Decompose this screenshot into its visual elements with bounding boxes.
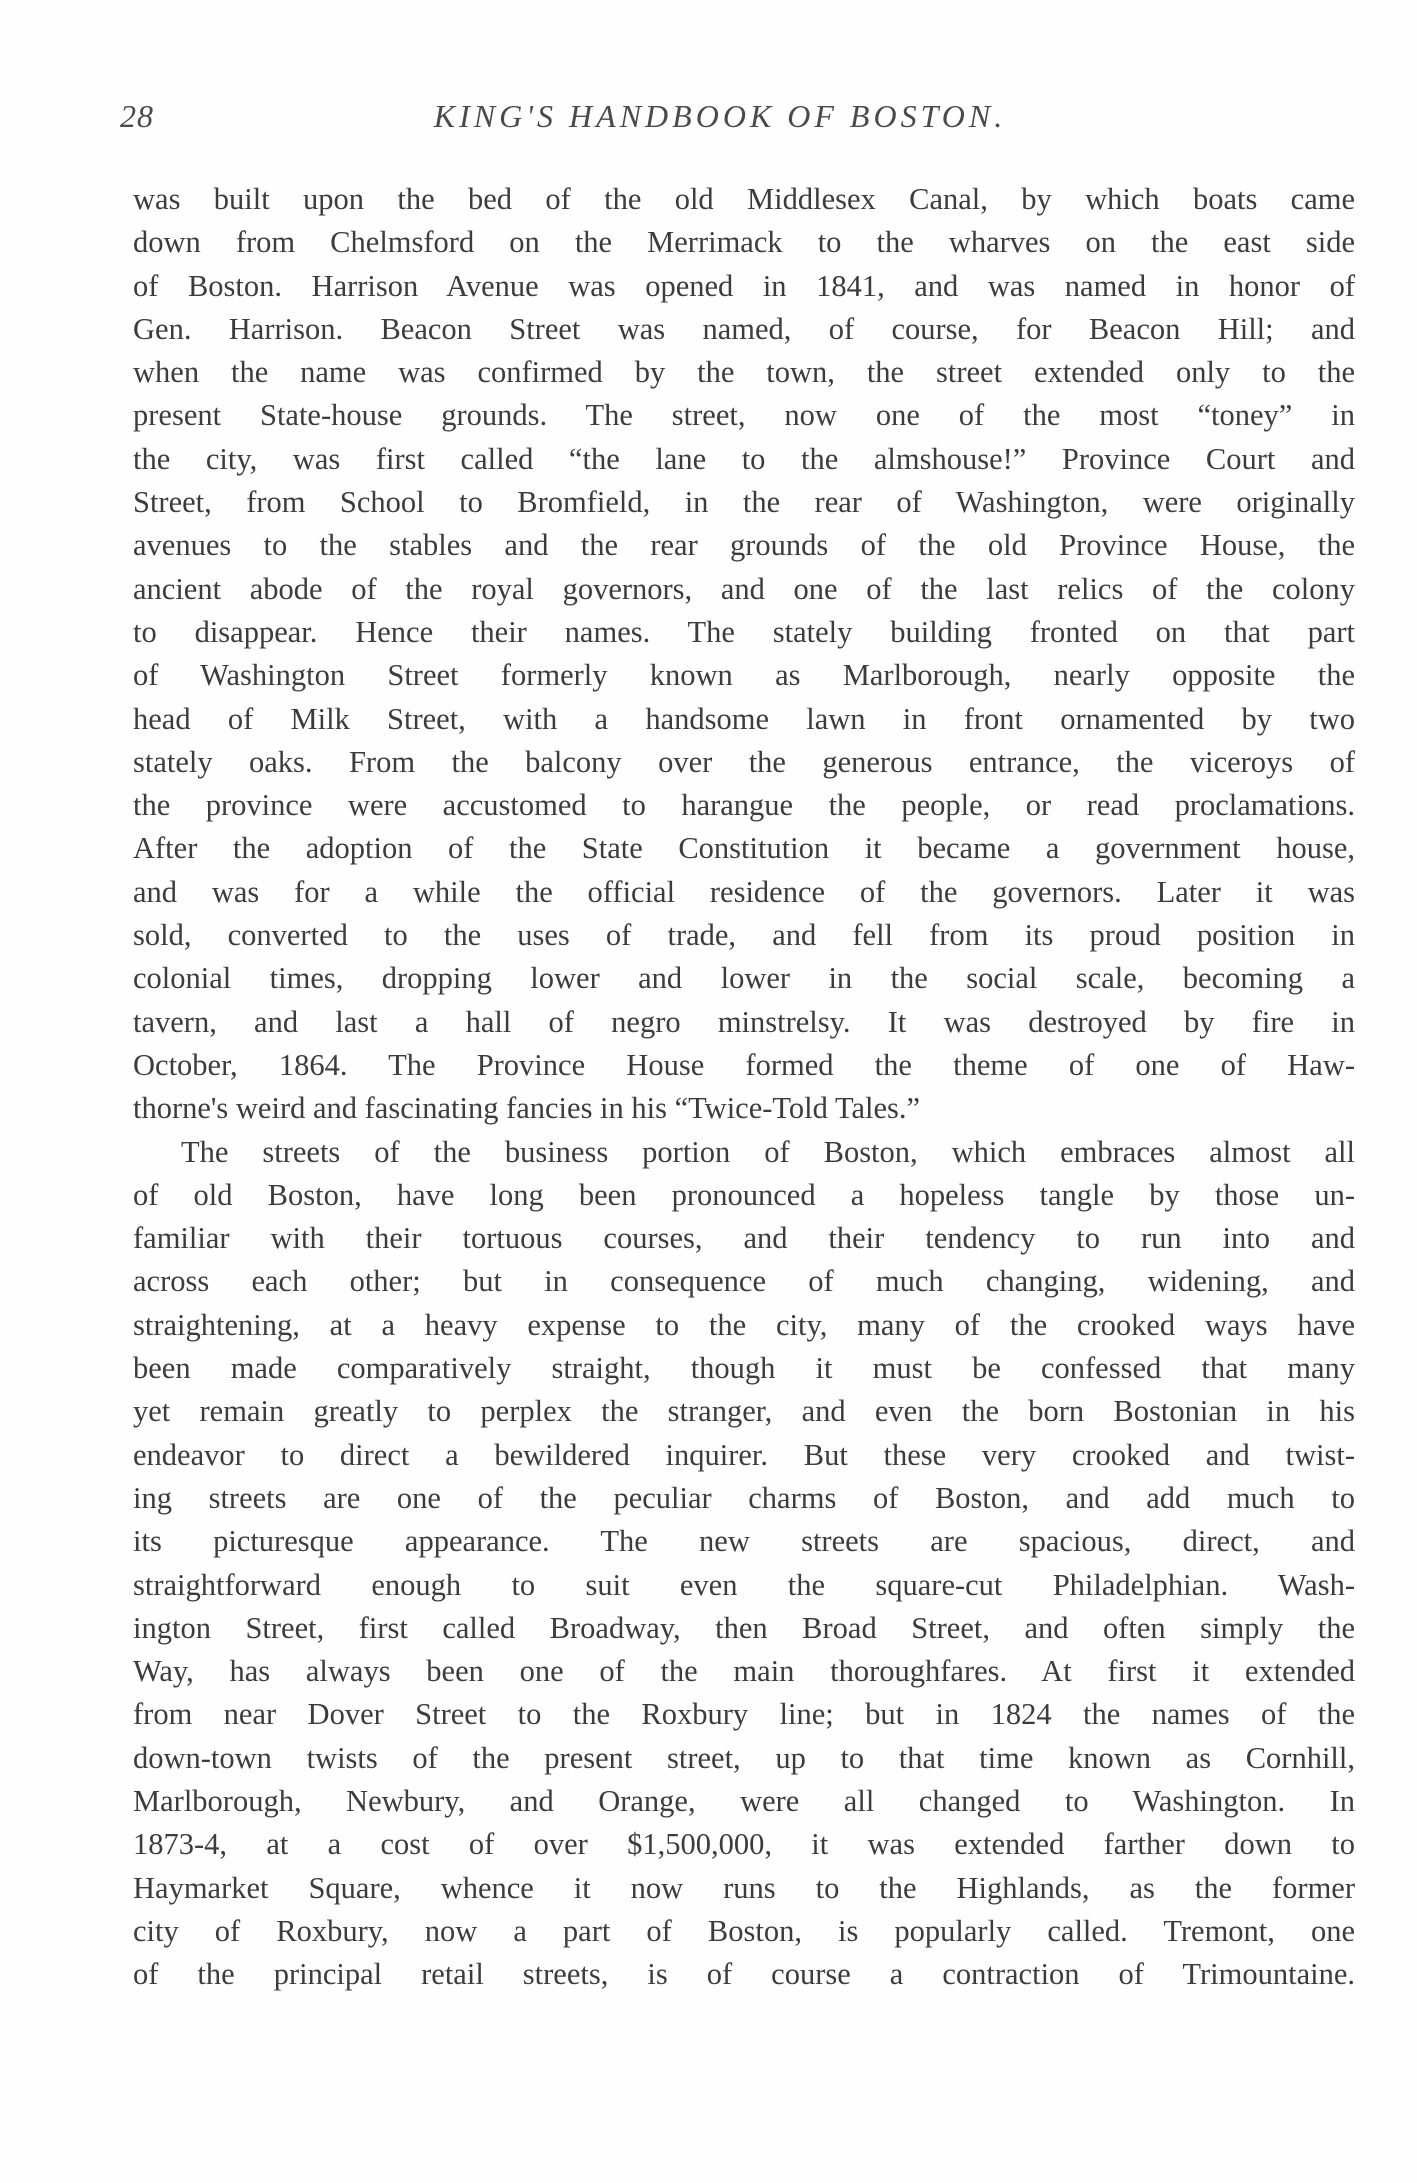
text-line: its picturesque appearance. The new streets are spacious, direct, and (133, 1524, 1355, 1559)
body-text (133, 178, 1355, 1996)
text-line: was built upon the bed of the old Middlesex Canal, by which boats came (133, 182, 1355, 216)
text-line: across each other; but in consequence of much changing, widening, and (133, 1264, 1355, 1299)
text-line: city of Roxbury, now a part of Boston, is popularly called. Tremont, one (133, 1913, 1355, 1948)
running-title: KING'S HANDBOOK OF BOSTON. (433, 98, 1007, 134)
text-line: After the adoption of the State Constitution it became a government house, (133, 831, 1355, 866)
text-line: Marlborough, Newbury, and Orange, were all changed to Washington. In (133, 1783, 1355, 1818)
text-line: ing streets are one of the peculiar charms of Boston, and add much to (133, 1480, 1355, 1515)
text-line: ington Street, first called Broadway, then Broad Street, and often simply the (133, 1610, 1355, 1645)
text-line: to disappear. Hence their names. The stately building fronted on that part (133, 614, 1355, 649)
text-line: of old Boston, have long been pronounced a hopeless tangle by those un- (133, 1177, 1355, 1212)
text-line: present State-house grounds. The street, now one of the most “toney” in (133, 398, 1355, 433)
text-line: stately oaks. From the balcony over the generous entrance, the viceroys of (133, 744, 1355, 779)
text-line: Way, has always been one of the main thoroughfares. At first it extended (133, 1654, 1355, 1689)
paragraph-start-line: The streets of the business portion of Boston, which embraces almost all (181, 1134, 1355, 1169)
text-line: straightening, at a heavy expense to the city, many of the crooked ways have (133, 1307, 1355, 1342)
text-line: familiar with their tortuous courses, and their tendency to run into and (133, 1221, 1355, 1256)
text-line: of the principal retail streets, is of course a contraction of Trimountaine. (133, 1957, 1355, 1992)
text-line: 1873-4, at a cost of over $1,500,000, it was extended farther down to (133, 1827, 1355, 1862)
text-line: of Boston. Harrison Avenue was opened in 1841, and was named in honor of (133, 268, 1355, 303)
text-line: Street, from School to Bromfield, in the rear of Washington, were originally (133, 485, 1355, 520)
text-line: down from Chelmsford on the Merrimack to the wharves on the east side (133, 225, 1355, 260)
text-line: down-town twists of the present street, up to that time known as Cornhill, (133, 1740, 1355, 1775)
running-head (120, 98, 1320, 148)
text-line: endeavor to direct a bewildered inquirer. But these very crooked and twist- (133, 1437, 1355, 1472)
text-line: October, 1864. The Province House formed the theme of one of Haw- (133, 1047, 1355, 1082)
text-line: of Washington Street formerly known as Marlborough, nearly opposite the (133, 658, 1355, 693)
text-line: the province were accustomed to harangue the people, or read proclamations. (133, 788, 1355, 823)
text-line: ancient abode of the royal governors, and one of the last relics of the colony (133, 571, 1355, 606)
text-line: and was for a while the official residence of the governors. Later it was (133, 874, 1355, 909)
text-line: colonial times, dropping lower and lower in the social scale, becoming a (133, 961, 1355, 996)
text-line: from near Dover Street to the Roxbury line; but in 1824 the names of the (133, 1697, 1355, 1732)
page-number: 28 (120, 98, 154, 134)
text-line: yet remain greatly to perplex the stranger, and even the born Bostonian in his (133, 1394, 1355, 1429)
text-line: avenues to the stables and the rear grounds of the old Province House, the (133, 528, 1355, 563)
text-line: head of Milk Street, with a handsome lawn in front ornamented by two (133, 701, 1355, 736)
text-line: sold, converted to the uses of trade, and fell from its proud position in (133, 918, 1355, 953)
text-line: straightforward enough to suit even the square-cut Philadelphian. Wash- (133, 1567, 1355, 1602)
text-line: Haymarket Square, whence it now runs to the Highlands, as the former (133, 1870, 1355, 1905)
paragraph-end-line: thorne's weird and fascinating fancies in his “Twice-Told Tales.” (133, 1091, 921, 1126)
text-line: the city, was first called “the lane to the almshouse!” Province Court and (133, 441, 1355, 476)
text-line: been made comparatively straight, though it must be confessed that many (133, 1351, 1355, 1386)
text-line: tavern, and last a hall of negro minstrelsy. It was destroyed by fire in (133, 1004, 1355, 1039)
text-line: when the name was confirmed by the town, the street extended only to the (133, 355, 1355, 390)
text-line: Gen. Harrison. Beacon Street was named, of course, for Beacon Hill; and (133, 311, 1355, 346)
